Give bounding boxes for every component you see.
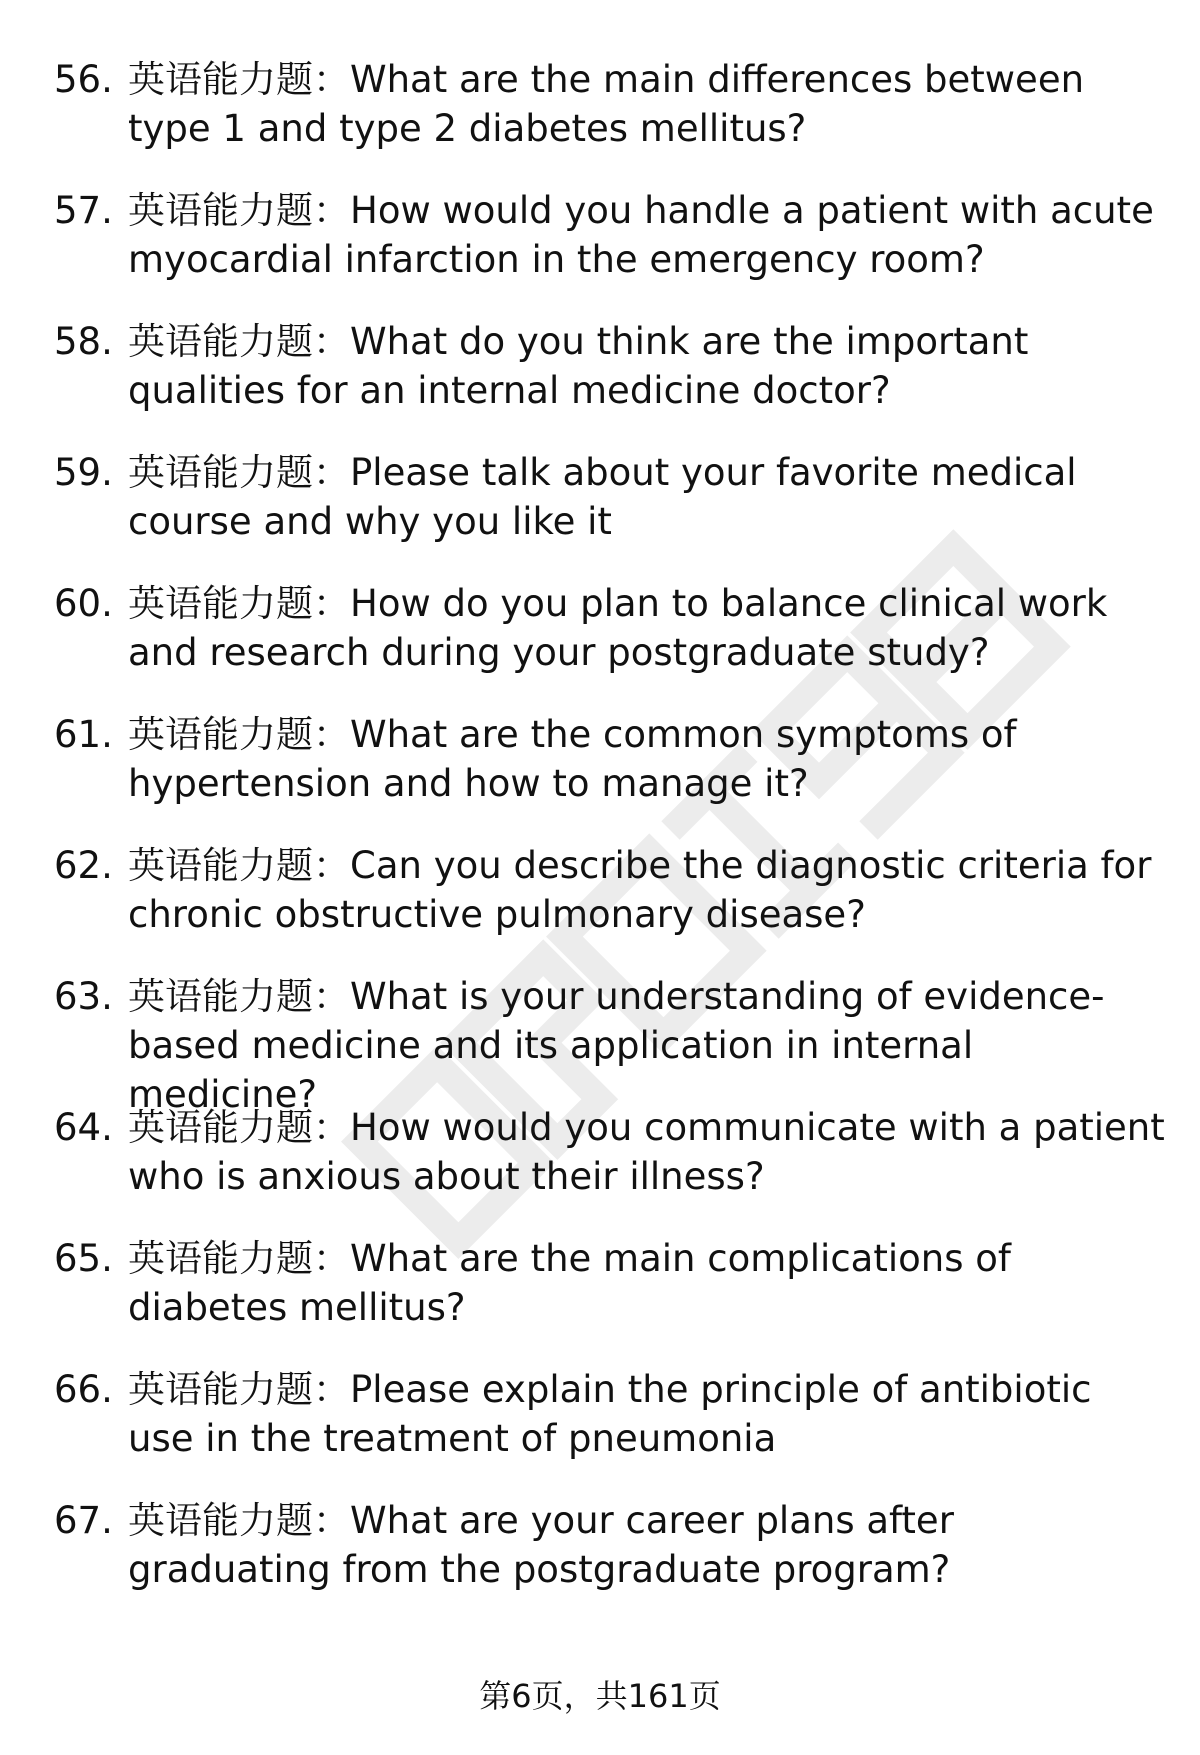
- list-item: [0, 1103, 1200, 1234]
- question-body: Please talk about your favorite medical course and why you like it: [128, 451, 1077, 543]
- question-text: [128, 55, 1168, 153]
- question-body: What are the main complications of diabetes mellitus?: [128, 1237, 1011, 1329]
- list-item: [0, 448, 1200, 579]
- list-item: [0, 972, 1200, 1116]
- list-item: [0, 317, 1200, 448]
- question-list: [0, 55, 1200, 1627]
- question-number: 62.: [54, 844, 113, 887]
- question-body: What do you think are the important qualities for an internal medicine doctor?: [128, 320, 1029, 412]
- question-number: 61.: [54, 713, 113, 756]
- list-item: [0, 841, 1200, 972]
- question-text: [128, 710, 1168, 808]
- question-text: [128, 1365, 1168, 1463]
- question-tag: 英语能力题：: [128, 975, 350, 1018]
- list-item: [0, 55, 1200, 186]
- question-text: [128, 1234, 1168, 1332]
- question-body: Can you describe the diagnostic criteria for chronic obstructive pulmonary disease?: [128, 844, 1152, 936]
- question-body: How would you communicate with a patient who is anxious about their illness?: [128, 1106, 1165, 1198]
- question-number: 57.: [54, 189, 113, 232]
- question-number: 60.: [54, 582, 113, 625]
- question-tag: 英语能力题：: [128, 1368, 350, 1411]
- list-item: [0, 1365, 1200, 1496]
- question-tag: 英语能力题：: [128, 58, 350, 101]
- question-body: What are your career plans after graduating from the postgraduate program?: [128, 1499, 954, 1591]
- question-tag: 英语能力题：: [128, 713, 350, 756]
- question-tag: 英语能力题：: [128, 1237, 350, 1280]
- question-number: 65.: [54, 1237, 113, 1280]
- list-item: [0, 1496, 1200, 1627]
- page-number-footer: 第6页，共161页: [479, 1677, 721, 1715]
- list-item: [0, 710, 1200, 841]
- question-tag: 英语能力题：: [128, 320, 350, 363]
- question-text: [128, 448, 1168, 546]
- question-body: Please explain the principle of antibiotic use in the treatment of pneumonia: [128, 1368, 1092, 1460]
- question-text: [128, 317, 1168, 415]
- question-tag: 英语能力题：: [128, 1106, 350, 1149]
- list-item: [0, 1234, 1200, 1365]
- question-tag: 英语能力题：: [128, 582, 350, 625]
- question-body: What are the common symptoms of hypertension and how to manage it?: [128, 713, 1017, 805]
- list-item: [0, 579, 1200, 710]
- question-tag: 英语能力题：: [128, 844, 350, 887]
- question-text: [128, 841, 1168, 939]
- question-number: 66.: [54, 1368, 113, 1411]
- question-number: 64.: [54, 1106, 113, 1149]
- question-body: What are the main differences between type 1 and type 2 diabetes mellitus?: [128, 58, 1085, 150]
- question-body: What is your understanding of evidence-based medicine and its application in internal medicine?: [128, 975, 1105, 1116]
- question-number: 58.: [54, 320, 113, 363]
- question-text: [128, 1496, 1168, 1594]
- question-tag: 英语能力题：: [128, 451, 350, 494]
- question-number: 67.: [54, 1499, 113, 1542]
- list-item: [0, 186, 1200, 317]
- question-tag: 英语能力题：: [128, 189, 350, 232]
- question-number: 63.: [54, 975, 113, 1018]
- question-text: [128, 579, 1168, 677]
- question-text: [128, 972, 1168, 1119]
- question-body: How would you handle a patient with acute myocardial infarction in the emergency room?: [128, 189, 1154, 281]
- question-body: How do you plan to balance clinical work and research during your postgraduate study?: [128, 582, 1108, 674]
- question-number: 56.: [54, 58, 113, 101]
- question-number: 59.: [54, 451, 113, 494]
- question-text: [128, 186, 1168, 284]
- question-text: [128, 1103, 1168, 1201]
- question-tag: 英语能力题：: [128, 1499, 350, 1542]
